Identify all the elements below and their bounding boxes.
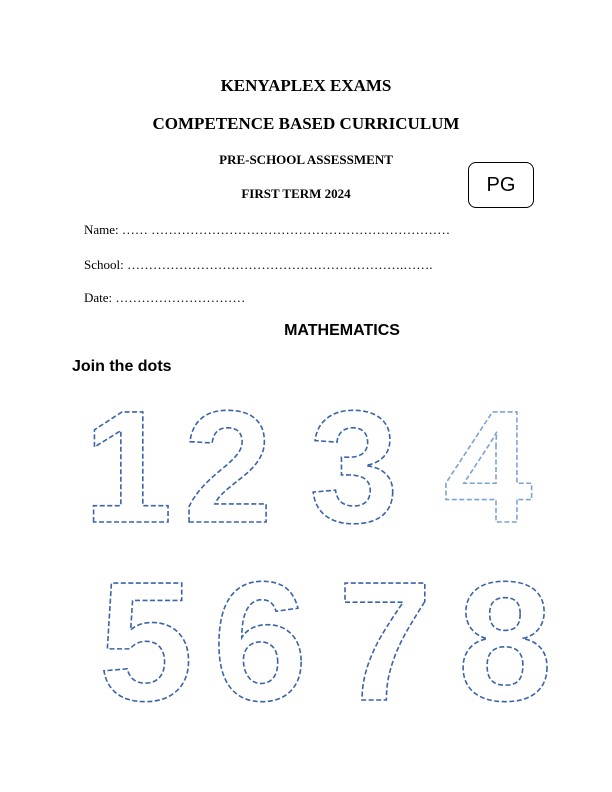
digit-2: 2 bbox=[183, 377, 273, 556]
name-field[interactable]: Name: …… …………………………………………………………… bbox=[84, 222, 451, 237]
digit-5: 5 bbox=[98, 547, 194, 737]
exam-provider-title: KENYAPLEX EXAMS bbox=[220, 76, 392, 95]
date-field[interactable]: Date: ………………………… bbox=[84, 290, 246, 305]
digit-7: 7 bbox=[337, 547, 433, 737]
digit-3: 3 bbox=[309, 377, 399, 556]
digit-8: 8 bbox=[457, 547, 553, 737]
curriculum-title: COMPETENCE BASED CURRICULUM bbox=[152, 114, 460, 133]
subject-heading: MATHEMATICS bbox=[284, 322, 400, 339]
digit-1: 1 bbox=[83, 377, 173, 556]
digit-4: 4 bbox=[443, 377, 533, 556]
assessment-title: PRE-SCHOOL ASSESSMENT bbox=[219, 152, 393, 167]
digit-6: 6 bbox=[212, 547, 308, 737]
level-badge: PG bbox=[468, 162, 534, 208]
term-title: FIRST TERM 2024 bbox=[241, 186, 351, 201]
instruction-text: Join the dots bbox=[72, 358, 172, 375]
school-field[interactable]: School: ……………………………………………………….……. bbox=[84, 257, 433, 272]
